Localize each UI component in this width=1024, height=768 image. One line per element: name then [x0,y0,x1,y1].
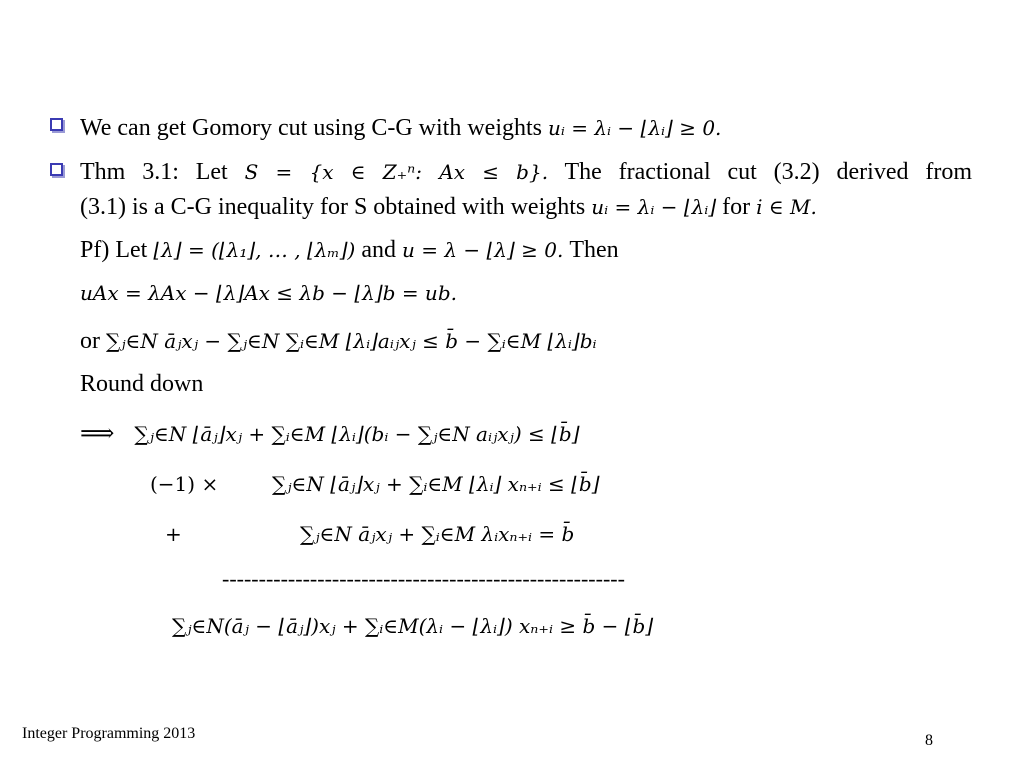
slide-number: 8 [925,732,933,749]
round-down-label: Round down [80,371,204,397]
footer-course-title: Integer Programming 2013 [22,725,196,742]
equation-1-math: uAx = λAx − ⌊λ⌋Ax ≤ λb − ⌊λ⌋b = ub. [80,281,457,305]
theorem-line-1 [80,158,972,186]
bullet-square-icon [50,118,63,131]
proof-and: and [355,237,402,263]
equation-5-label [165,520,182,548]
equation-5 [300,520,574,548]
proof-prefix: Pf) Let [80,237,154,263]
equation-4 [272,470,600,498]
equation-6 [172,612,653,640]
equation-6-math: ∑ⱼ∈N(āⱼ − ⌊āⱼ⌋)xⱼ + ∑ᵢ∈M(λᵢ − ⌊λᵢ⌋) xₙ₊ᵢ ≥ b̄ − ⌊b̄⌋ [172,614,654,638]
theorem-weights-math: uᵢ = λᵢ − ⌊λᵢ⌋ [591,195,717,219]
equation-5-math: ∑ⱼ∈N āⱼxⱼ + ∑ᵢ∈M λᵢxₙ₊ᵢ = b̄ [300,522,575,546]
sum-divider: ------------------------------------------------------- [222,566,625,591]
equation-3-math: ∑ⱼ∈N ⌊āⱼ⌋xⱼ + ∑ᵢ∈M ⌊λᵢ⌋(bᵢ − ∑ⱼ∈N aᵢⱼxⱼ) ≤ ⌊b̄⌋ [134,422,580,446]
theorem-index-math: i ∈ M. [756,195,817,219]
theorem-set-math: S = {x ∈ Z₊ⁿ: Ax ≤ b}. [244,160,549,184]
bullet-1-text: We can get Gomory cut using C-G with weights [80,115,548,141]
proof-u-math: u = λ − ⌊λ⌋ ≥ 0. [401,238,564,262]
theorem-suffix: The fractional cut (3.2) derived from [548,159,972,185]
equation-2-math: ∑ⱼ∈N āⱼxⱼ − ∑ⱼ∈N ∑ᵢ∈M ⌊λᵢ⌋aᵢⱼxⱼ ≤ b̄ − ∑ᵢ∈M ⌊λᵢ⌋bᵢ [106,329,597,353]
theorem-prefix: Thm 3.1: Let [80,159,245,185]
proof-then: Then [563,237,619,263]
equation-1 [80,279,457,307]
bullet-square-icon [50,163,63,176]
bullet-1-line [80,114,721,142]
theorem-line-2 [80,193,817,221]
or-label: or [80,328,106,354]
equation-4-math: ∑ⱼ∈N ⌊āⱼ⌋xⱼ + ∑ᵢ∈M ⌊λᵢ⌋ xₙ₊ᵢ ≤ ⌊b̄⌋ [272,472,600,496]
implies-symbol: ⟹ [80,419,115,447]
bullet-1-math: uᵢ = λᵢ − ⌊λᵢ⌋ ≥ 0. [548,116,722,140]
proof-floor-math: ⌊λ⌋ = (⌊λ₁⌋, … , ⌊λₘ⌋) [153,238,356,262]
times-minus-one: (−1) × [150,472,219,496]
plus-symbol: + [165,522,182,546]
proof-line [80,236,619,264]
equation-2 [80,327,597,355]
equation-3 [80,419,580,448]
equation-4-label [150,470,218,498]
theorem-line-2-mid: for [716,194,757,220]
theorem-line-2-prefix: (3.1) is a C-G inequality for S obtained with weights [80,194,592,220]
